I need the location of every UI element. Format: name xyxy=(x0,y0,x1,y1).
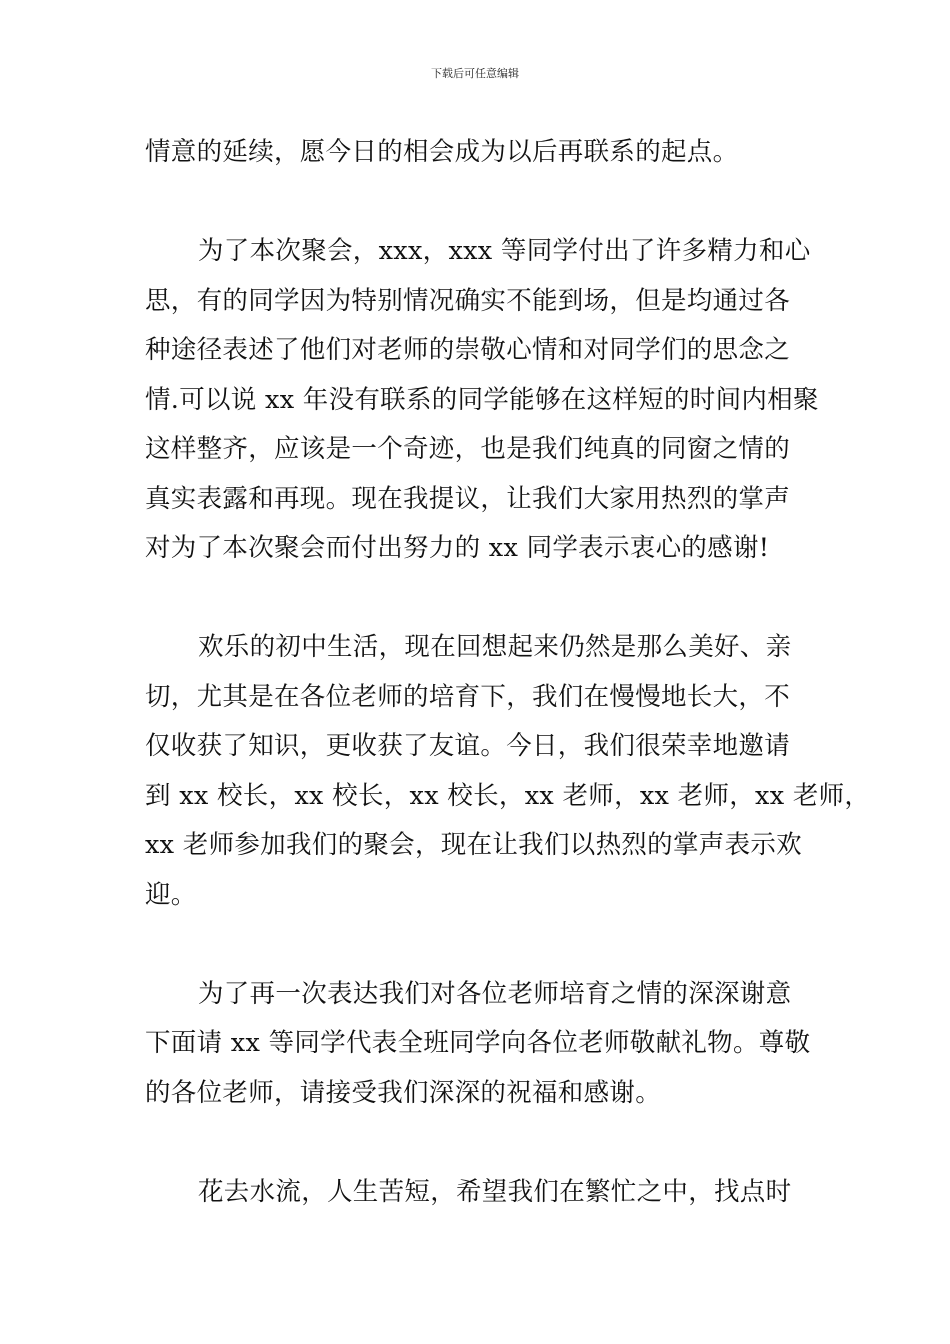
text-line: 思，有的同学因为特别情况确实不能到场，但是均通过各 xyxy=(145,285,791,316)
text-line: 为了再一次表达我们对各位老师培育之情的深深谢意 xyxy=(198,978,792,1009)
text-line: xx 老师参加我们的聚会，现在让我们以热烈的掌声表示欢 xyxy=(145,830,802,860)
paragraph-spacer xyxy=(145,178,815,228)
text-line: 这样整齐，应该是一个奇迹，也是我们纯真的同窗之情的 xyxy=(145,434,791,464)
paragraph-continuation xyxy=(145,128,815,178)
text-line: 情.可以说 xx 年没有联系的同学能够在这样短的时间内相聚 xyxy=(145,384,819,415)
text-line: 欢乐的初中生活，现在回想起来仍然是那么美好、亲 xyxy=(198,632,792,662)
page-header-note: 下载后可任意编辑 xyxy=(431,67,519,80)
paragraph-spacer xyxy=(145,1118,815,1168)
text-line: 下面请 xx 等同学代表全班同学向各位老师敬献礼物。尊敬 xyxy=(145,1028,811,1058)
text-line: 对为了本次聚会而付出努力的 xx 同学表示衷心的感谢! xyxy=(145,533,770,563)
paragraph-closing xyxy=(145,1168,815,1218)
text-line: 花去水流，人生苦短，希望我们在繁忙之中，找点时 xyxy=(198,1176,792,1207)
text-line: 种途径表述了他们对老师的崇敬心情和对同学们的思念之 xyxy=(145,335,791,365)
text-line: 情意的延续，愿今日的相会成为以后再联系的起点。 xyxy=(145,137,739,167)
text-line: 仅收获了知识，更收获了友谊。今日，我们很荣幸地邀请 xyxy=(145,731,791,761)
paragraph-spacer xyxy=(145,920,815,970)
text-line: 的各位老师，请接受我们深深的祝福和感谢。 xyxy=(145,1077,662,1108)
text-line: 为了本次聚会，xxx，xxx 等同学付出了许多精力和心 xyxy=(198,236,811,266)
paragraph-welcome-teachers xyxy=(145,623,871,920)
text-line: 真实表露和再现。现在我提议，让我们大家用热烈的掌声 xyxy=(145,483,791,514)
document-body xyxy=(145,128,871,1217)
text-line: 迎。 xyxy=(145,879,197,910)
paragraph-thanks-organizers xyxy=(145,227,819,574)
paragraph-spacer xyxy=(145,574,815,624)
text-line: 切，尤其是在各位老师的培育下，我们在慢慢地长大，不 xyxy=(145,681,791,712)
paragraph-gifts xyxy=(145,970,815,1119)
text-line: 到 xx 校长，xx 校长，xx 校长，xx 老师，xx 老师，xx 老师， xyxy=(145,780,871,811)
